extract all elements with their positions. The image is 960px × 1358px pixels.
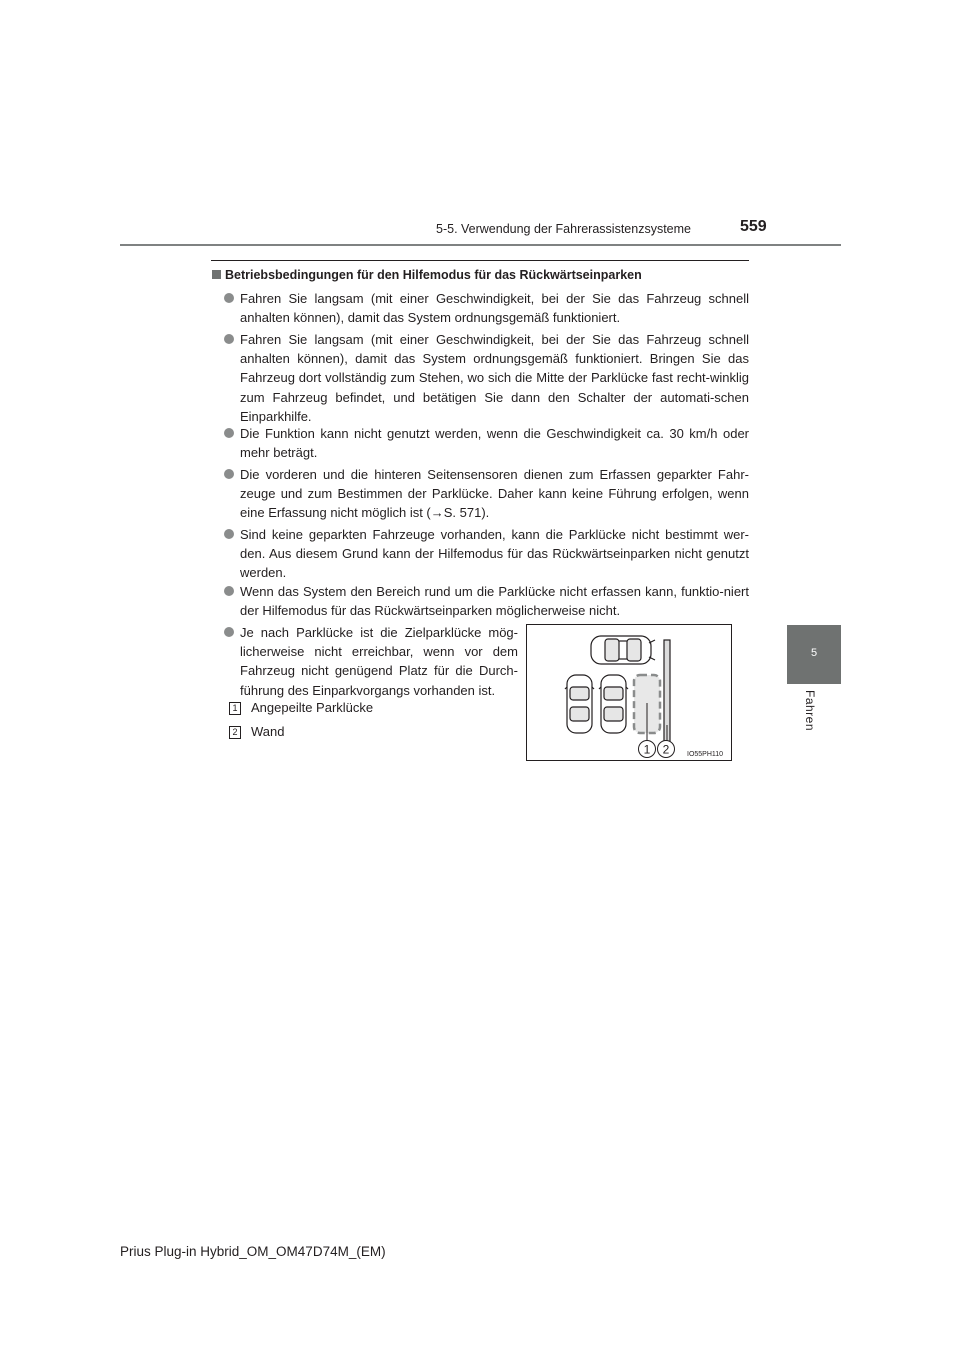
bullet-dot-icon: [224, 334, 234, 344]
list-item: [226, 623, 518, 700]
legend-item-target-space: [229, 700, 373, 715]
callout-number-box: 1: [229, 702, 241, 715]
legend-item-wall: [229, 724, 284, 739]
section-heading: [212, 268, 642, 282]
bullet-dot-icon: [224, 586, 234, 596]
chapter-number: 5: [810, 647, 818, 659]
bullet-dot-icon: [224, 627, 234, 637]
list-item: [226, 330, 749, 426]
footer-manual-id: Prius Plug-in Hybrid_OM_OM47D74M_(EM): [120, 1244, 386, 1259]
list-item: [226, 525, 749, 583]
list-item: [226, 465, 749, 523]
bullet-dot-icon: [224, 293, 234, 303]
chapter-tab[interactable]: [787, 625, 841, 684]
square-bullet-icon: [212, 270, 221, 279]
list-item-text: Fahren Sie langsam (mit einer Geschwindigkeit, bei der Sie das Fahrzeug schnell anhalten können), damit das System ordnungsgemäß funktioniert.: [240, 291, 749, 326]
list-item: [226, 582, 749, 620]
car-left-icon: [565, 675, 594, 733]
callout-number-box: 2: [229, 726, 241, 739]
list-item-text: Je nach Parklücke ist die Zielparklücke mög-licherweise nicht erreichbar, wenn vor dem Fahrzeug nicht genügend Platz für die Durch-führung des Einparkvorgangs vorhanden ist.: [240, 625, 518, 698]
parking-illustration: [526, 624, 732, 761]
chapter-label: Fahren: [803, 690, 817, 732]
parking-diagram: [527, 625, 731, 760]
header-divider: [120, 244, 841, 246]
bullet-dot-icon: [224, 428, 234, 438]
car-top-icon: [591, 636, 655, 664]
legend-label: Angepeilte Parklücke: [251, 700, 374, 715]
car-middle-icon: [599, 675, 628, 733]
list-item: [226, 289, 749, 327]
figure-callout-2: 2: [662, 742, 670, 757]
list-item-text: Die vorderen und die hinteren Seitensensoren dienen zum Erfassen geparkter Fahr-zeuge und zum Bestimmen der Parklücke. Daher kann keine Führung erfolgen, wenn eine Erfassung nicht möglich ist (→S. 571).: [240, 467, 749, 521]
content-divider: [211, 260, 749, 261]
list-item-text: Wenn das System den Bereich rund um die Parklücke nicht erfassen kann, funktio-niert der Hilfemodus für das Rückwärtseinparken möglicherweise nicht.: [240, 584, 749, 619]
list-item: [226, 424, 749, 462]
section-heading-text: Betriebsbedingungen für den Hilfemodus für das Rückwärtseinparken: [225, 268, 642, 282]
legend-label: Wand: [251, 724, 285, 739]
list-item-text: Sind keine geparkten Fahrzeuge vorhanden, kann die Parklücke nicht bestimmt wer-den. Aus diesem Grund kann der Hilfemodus für das Rückwärtseinparken nicht genutzt werden.: [240, 527, 749, 581]
header-section-title: 5-5. Verwendung der Fahrerassistenzsysteme: [436, 222, 691, 236]
figure-code: IO55PH110: [687, 751, 724, 758]
figure-callout-1: 1: [643, 742, 651, 757]
bullet-dot-icon: [224, 529, 234, 539]
list-item-text: Fahren Sie langsam (mit einer Geschwindigkeit, bei der Sie das Fahrzeug schnell anhalten können), damit das System ordnungsgemäß funktioniert. Bringen Sie das Fahrzeug dort vollständig zum Stehen, wo sich die Mitte der Parklücke fast recht-winklig zum Fahrzeug befindet, und betätigen Sie dann den Schalter der automati-schen Einparkhilfe.: [240, 332, 749, 424]
list-item-text: Die Funktion kann nicht genutzt werden, wenn die Geschwindigkeit ca. 30 km/h oder mehr beträgt.: [240, 426, 749, 461]
bullet-dot-icon: [224, 469, 234, 479]
page-number: 559: [740, 218, 767, 235]
